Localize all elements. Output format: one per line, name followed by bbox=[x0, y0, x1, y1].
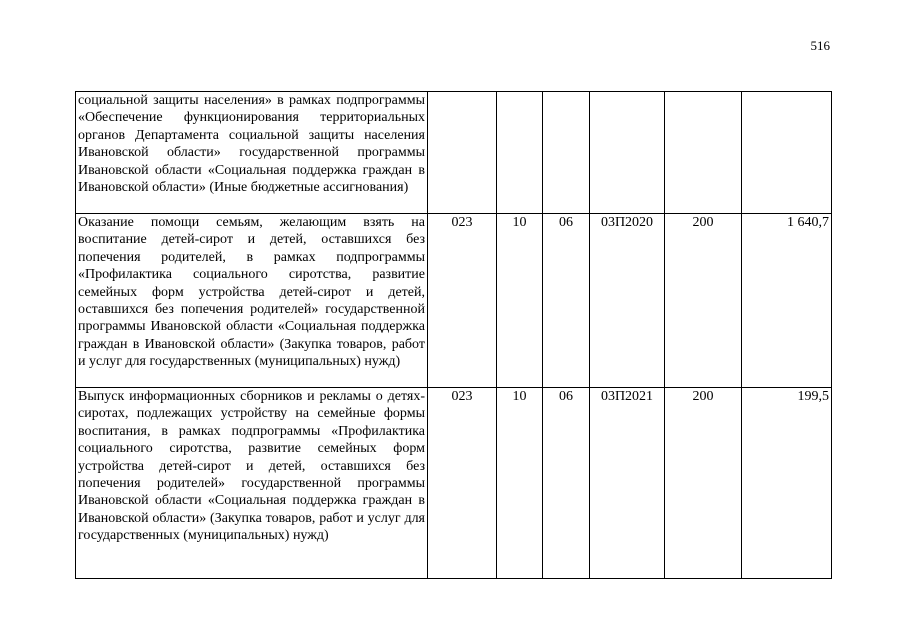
row-section-code: 10 bbox=[497, 388, 543, 579]
row-subsection-code bbox=[543, 92, 590, 214]
budget-table bbox=[75, 91, 832, 579]
row-description: Оказание помощи семьям, желающим взять на воспитание детей-сирот и детей, оставшихся без попечения родителей, в рамках подпрограммы «Профилактика социального сиротства, развитие семейных форм устройства детей-сирот и детей, оставшихся без попечения родителей» государственной программы Ивановской области «Социальная поддержка граждан в Ивановской области» (Закупка товаров, работ и услуг для государственных (муниципальных) нужд) bbox=[76, 214, 428, 388]
row-grbs-code bbox=[428, 92, 497, 214]
row-target-article: 03П2021 bbox=[590, 388, 665, 579]
table-row bbox=[76, 92, 832, 214]
row-target-article bbox=[590, 92, 665, 214]
row-description: социальной защиты населения» в рамках подпрограммы «Обеспечение функционирования территориальных органов Департамента социальной защиты населения Ивановской области» государственной программы Ивановской области «Социальная поддержка граждан в Ивановской области» (Иные бюджетные ассигнования) bbox=[76, 92, 428, 214]
row-section-code bbox=[497, 92, 543, 214]
row-grbs-code: 023 bbox=[428, 388, 497, 579]
table-row bbox=[76, 214, 832, 388]
row-amount: 1 640,7 bbox=[742, 214, 832, 388]
row-expense-type: 200 bbox=[665, 388, 742, 579]
row-expense-type bbox=[665, 92, 742, 214]
row-target-article: 03П2020 bbox=[590, 214, 665, 388]
page-number: 516 bbox=[810, 38, 830, 53]
row-subsection-code: 06 bbox=[543, 388, 590, 579]
row-expense-type: 200 bbox=[665, 214, 742, 388]
row-section-code: 10 bbox=[497, 214, 543, 388]
row-amount: 199,5 bbox=[742, 388, 832, 579]
row-grbs-code: 023 bbox=[428, 214, 497, 388]
table-row bbox=[76, 388, 832, 579]
row-description: Выпуск информационных сборников и рекламы о детях-сиротах, подлежащих устройству на семейные формы воспитания, в рамках подпрограммы «Профилактика социального сиротства, развитие семейных форм устройства детей-сирот и детей, оставшихся без попечения родителей» государственной программы Ивановской области «Социальная поддержка граждан в Ивановской области» (Закупка товаров, работ и услуг для государственных (муниципальных) нужд) bbox=[76, 388, 428, 579]
row-subsection-code: 06 bbox=[543, 214, 590, 388]
row-amount bbox=[742, 92, 832, 214]
